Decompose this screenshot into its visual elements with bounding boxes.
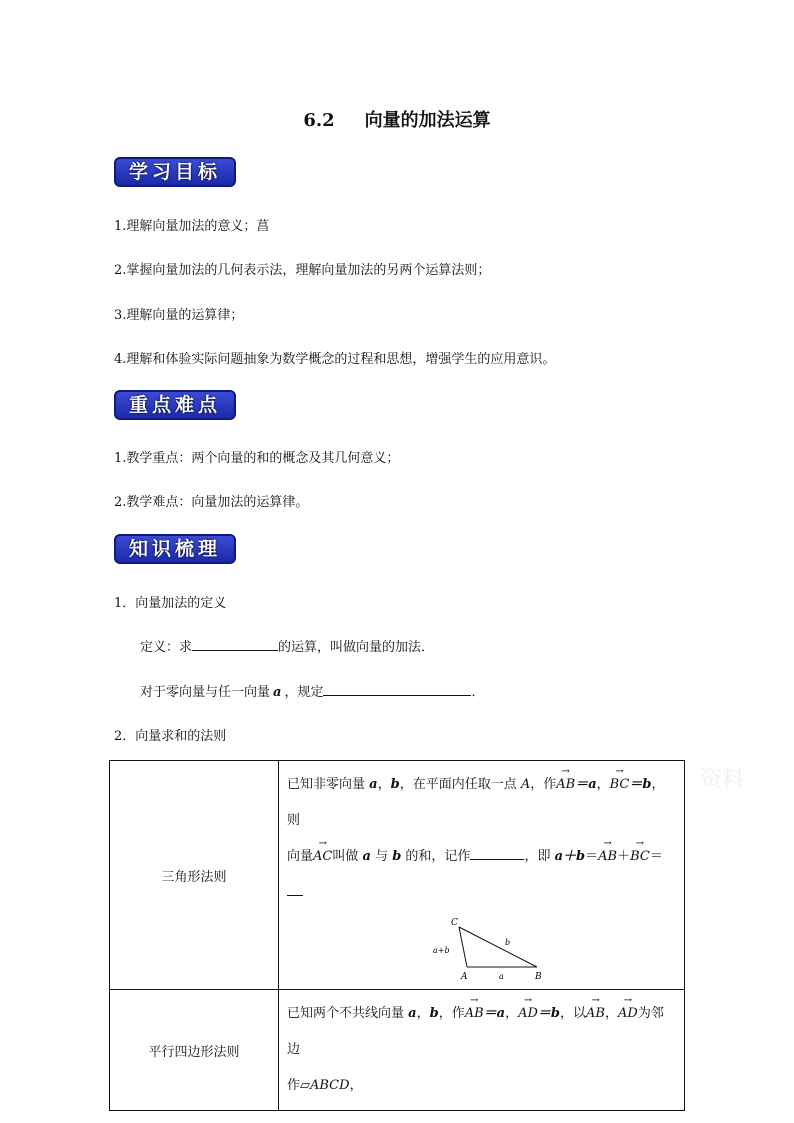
text: ，作 bbox=[438, 1006, 465, 1021]
sum-notation-blank[interactable] bbox=[470, 847, 524, 860]
label-a-plus-b: a+b bbox=[433, 946, 450, 955]
vector-BC: → BC bbox=[630, 839, 650, 875]
vector-AB: → AB bbox=[598, 839, 617, 875]
zero-vector-line bbox=[140, 681, 484, 700]
vector-AB: → AB bbox=[586, 996, 605, 1032]
text: ，作 bbox=[530, 777, 557, 792]
var-a: a bbox=[369, 777, 378, 792]
objective-1: 1.理解向量加法的意义；菖 bbox=[114, 219, 270, 234]
table-row bbox=[110, 761, 685, 990]
watermark: 资料 bbox=[700, 767, 745, 792]
var-a: a bbox=[408, 1006, 417, 1021]
text: ，在平面内任取一点 bbox=[399, 777, 521, 792]
definition-line bbox=[140, 636, 434, 655]
point-A: A bbox=[520, 777, 531, 792]
rule-name-parallelogram: 平行四边形法则 bbox=[110, 990, 279, 1111]
text: 已知两个不共线向量 bbox=[287, 1006, 409, 1021]
objective-2: 2.掌握向量加法的几何表示法，理解向量加法的另两个运算法则； bbox=[114, 263, 491, 278]
item2-heading: 2．向量求和的法则 bbox=[114, 729, 227, 744]
label-b: b bbox=[505, 938, 511, 947]
var-b: b bbox=[392, 849, 402, 864]
parallelogram-line-1 bbox=[287, 996, 676, 1068]
var-b: b bbox=[429, 1006, 439, 1021]
parallelogram-ABCD: ABCD bbox=[310, 1078, 350, 1093]
key-point-2: 2.教学难点：向量加法的运算律。 bbox=[114, 495, 309, 510]
vector-AC: → AC bbox=[313, 839, 332, 875]
var-a: a bbox=[362, 849, 371, 864]
text: ， bbox=[416, 1006, 430, 1021]
rule-name-triangle: 三角形法则 bbox=[110, 761, 279, 990]
text: ＋ bbox=[617, 849, 631, 864]
triangle-line-1 bbox=[287, 767, 676, 839]
table-row bbox=[110, 990, 685, 1111]
item1-heading: 1．向量加法的定义 bbox=[114, 596, 227, 611]
objective-4: 4.理解和体验实际问题抽象为数学概念的过程和思想，增强学生的应用意识。 bbox=[114, 352, 556, 367]
key-point-1: 1.教学重点：两个向量的和的概念及其几何意义； bbox=[114, 451, 400, 466]
triangle-line-2 bbox=[287, 839, 676, 911]
text: 的和，记作 bbox=[401, 849, 471, 864]
rule-body-triangle bbox=[279, 761, 685, 990]
zero-post: ． bbox=[471, 685, 485, 700]
text: ＝ bbox=[585, 849, 599, 864]
objective-3: 3.理解向量的运算律； bbox=[114, 308, 244, 323]
text: 已知非零向量 bbox=[287, 777, 370, 792]
side-a-plus-b bbox=[459, 927, 467, 967]
definition-post: 的运算，叫做向量的加法． bbox=[278, 640, 435, 655]
text: ， bbox=[596, 777, 610, 792]
parallelogram-line-2 bbox=[287, 1068, 676, 1104]
definition-blank[interactable] bbox=[192, 638, 278, 651]
vector-BC: → BC bbox=[610, 767, 630, 803]
objectives-badge: 学习目标 bbox=[114, 157, 236, 187]
text: 向量 bbox=[287, 849, 314, 864]
zero-pre: 对于零向量与任一向量 bbox=[140, 685, 271, 700]
triangle-diagram bbox=[427, 913, 567, 983]
zero-blank[interactable] bbox=[323, 683, 471, 696]
text: ＝ bbox=[649, 849, 663, 864]
vector-AB: → AB bbox=[556, 767, 575, 803]
text: ，以 bbox=[560, 1006, 587, 1021]
page-title bbox=[0, 106, 794, 132]
knowledge-badge: 知识梳理 bbox=[114, 534, 236, 564]
section-number: 6.2 bbox=[303, 110, 335, 131]
vector-AD: → AD bbox=[618, 996, 638, 1032]
eq-a: ＝a bbox=[483, 1006, 506, 1021]
text: 与 bbox=[370, 849, 393, 864]
text: ， bbox=[505, 1006, 519, 1021]
sum-result-blank[interactable] bbox=[287, 883, 303, 896]
text: ， bbox=[377, 777, 391, 792]
section-title: 向量的加法运算 bbox=[364, 110, 491, 131]
var-b: b bbox=[390, 777, 400, 792]
zero-mid: ，规定 bbox=[284, 685, 324, 700]
text: 作▱ bbox=[287, 1078, 310, 1093]
eq-b: ＝b bbox=[629, 777, 652, 792]
key-points-badge: 重点难点 bbox=[114, 390, 236, 420]
side-b bbox=[459, 927, 537, 967]
eq-b: ＝b bbox=[537, 1006, 561, 1021]
text: 叫做 bbox=[332, 849, 363, 864]
text: ， bbox=[349, 1078, 363, 1093]
eq-a: ＝a bbox=[575, 777, 597, 792]
label-a: a bbox=[499, 972, 504, 981]
label-C: C bbox=[451, 918, 458, 928]
rule-body-parallelogram bbox=[279, 990, 685, 1111]
text: 为邻边 bbox=[287, 1006, 664, 1057]
rules-table bbox=[109, 760, 685, 1111]
label-B: B bbox=[535, 972, 542, 982]
sum-expr: a＋b bbox=[554, 849, 586, 864]
text: ，则 bbox=[287, 777, 665, 828]
label-A: A bbox=[461, 972, 468, 982]
vector-AD: → AD bbox=[518, 996, 538, 1032]
definition-pre: 定义：求 bbox=[140, 640, 193, 655]
text: ， bbox=[604, 1006, 618, 1021]
text: ，即 bbox=[524, 849, 555, 864]
vector-AB: → AB bbox=[465, 996, 484, 1032]
zero-var: a bbox=[273, 685, 282, 700]
